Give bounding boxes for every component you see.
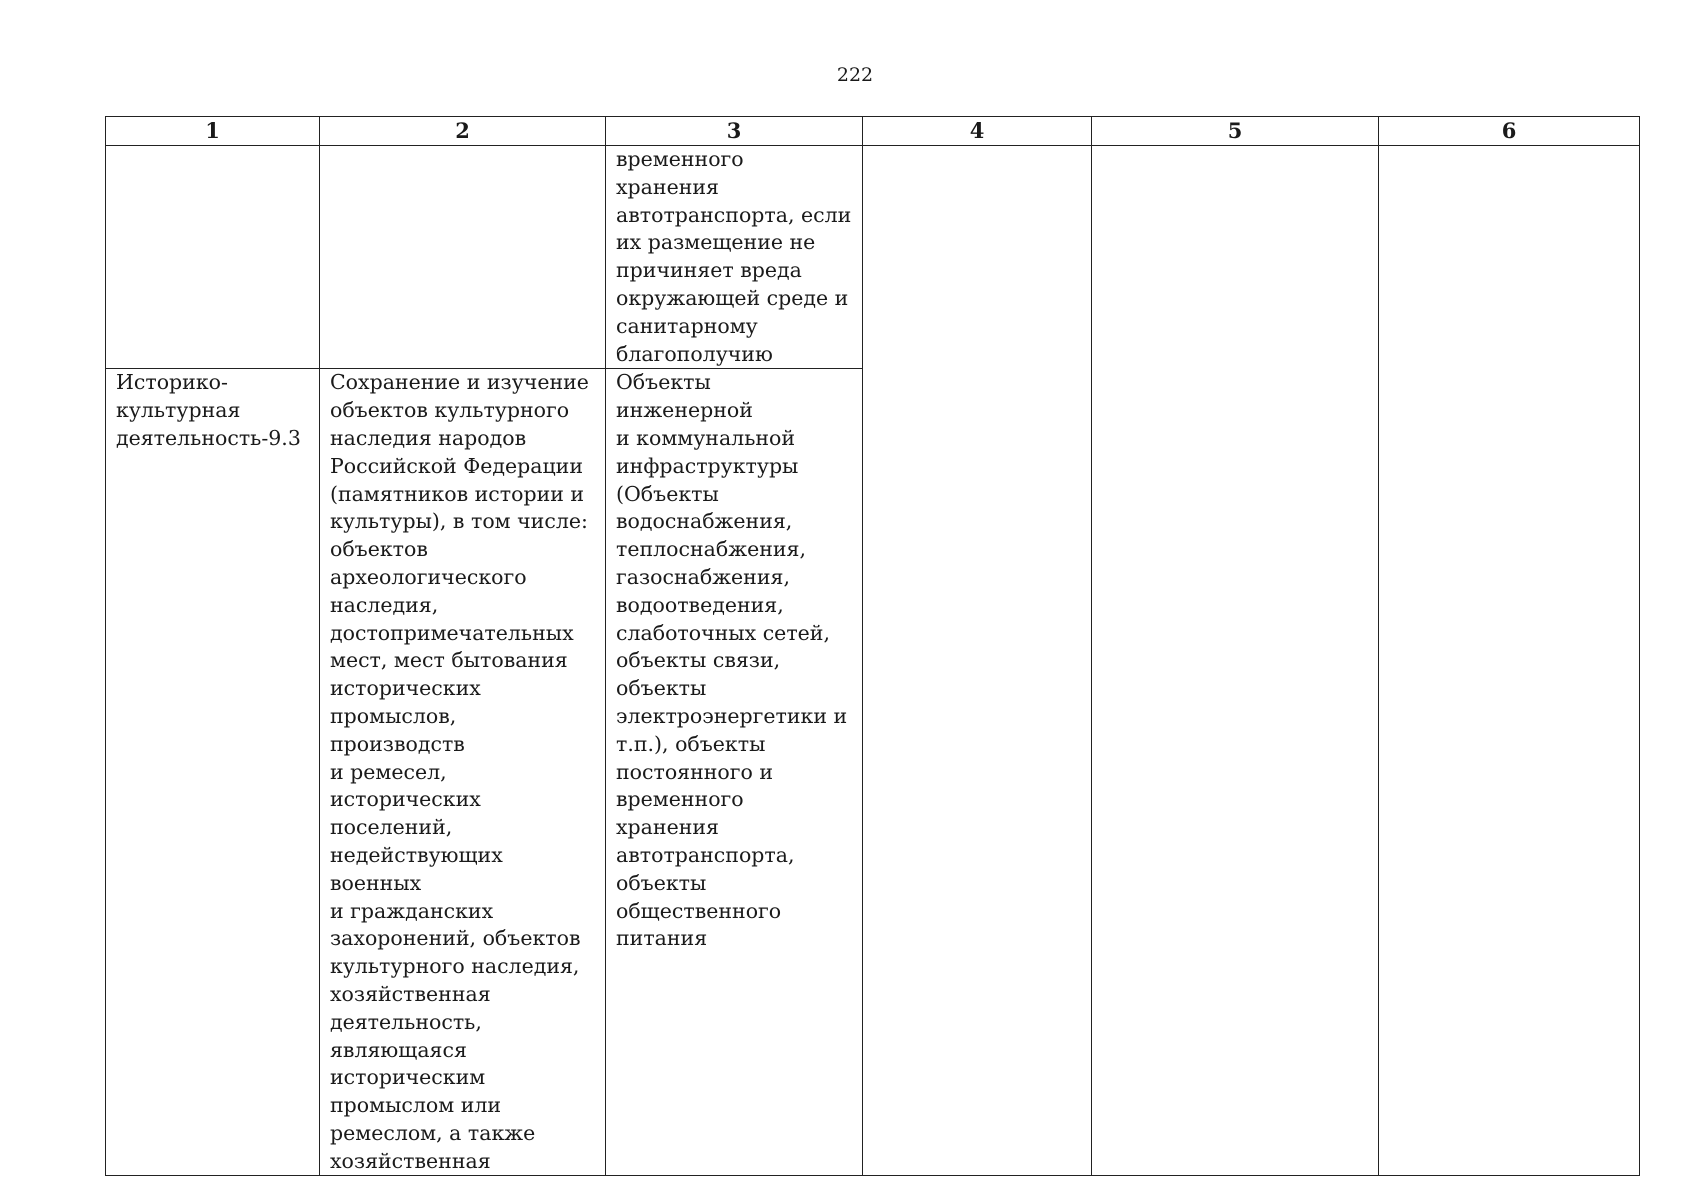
land-use-table bbox=[105, 116, 1640, 1176]
cell-c4 bbox=[863, 146, 1092, 1176]
cell-r2-c1: Историко- культурная деятельность-9.3 bbox=[106, 369, 320, 1176]
cell-c6 bbox=[1379, 146, 1640, 1176]
page-number: 222 bbox=[836, 64, 874, 86]
header-col-5: 5 bbox=[1092, 117, 1379, 146]
table-row bbox=[106, 146, 1640, 369]
header-col-6: 6 bbox=[1379, 117, 1640, 146]
header-col-2: 2 bbox=[320, 117, 606, 146]
header-col-4: 4 bbox=[863, 117, 1092, 146]
cell-r2-c2: Сохранение и изучение объектов культурного наследия народов Российской Федерации (памятников истории и культуры), в том числе: объектов археологического наследия, достопримечательных мест, мест бытования исторических промыслов, производств и ремесел, исторических поселений, недействующих военных и гражданских захоронений, объектов культурного наследия, хозяйственная деятельность, являющаяся историческим промыслом или ремеслом, а также хозяйственная bbox=[320, 369, 606, 1176]
table-header-row bbox=[106, 117, 1640, 146]
cell-r1-c3: временного хранения автотранспорта, если их размещение не причиняет вреда окружающей среде и санитарному благополучию bbox=[606, 146, 863, 369]
cell-c5 bbox=[1092, 146, 1379, 1176]
cell-r1-c1 bbox=[106, 146, 320, 369]
header-col-3: 3 bbox=[606, 117, 863, 146]
header-col-1: 1 bbox=[106, 117, 320, 146]
cell-r2-c3: Объекты инженерной и коммунальной инфраструктуры (Объекты водоснабжения, теплоснабжения, газоснабжения, водоотведения, слаботочных сетей, объекты связи, объекты электроэнергетики и т.п.), объекты постоянного и временного хранения автотранспорта, объекты общественного питания bbox=[606, 369, 863, 1176]
cell-r1-c2 bbox=[320, 146, 606, 369]
